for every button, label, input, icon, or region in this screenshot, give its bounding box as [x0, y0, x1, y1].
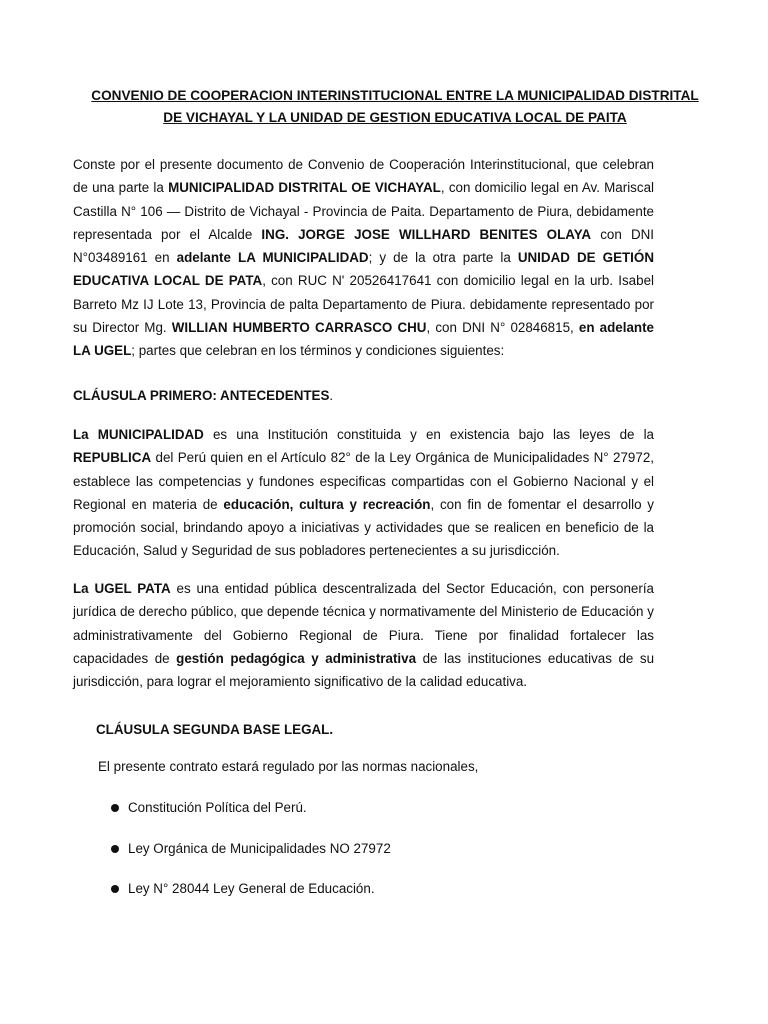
- list-item-text: Ley N° 28044 Ley General de Educación.: [128, 881, 375, 896]
- bold-text: REPUBLICA: [73, 450, 152, 466]
- bold-text: educación, cultura y recreación: [223, 496, 431, 512]
- document-title-line-2: DE VICHAYAL Y LA UNIDAD DE GESTION EDUCATIVA LOCAL DE PAITA: [163, 110, 627, 125]
- clause-2-heading: CLÁUSULA SEGUNDA BASE LEGAL.: [96, 722, 334, 737]
- ugel-name: UNIDAD DE GETIÓN EDUCATIVA LOCAL DE PATA: [73, 250, 654, 289]
- municipality-name: MUNICIPALIDAD DISTRITAL OE VICHAYAL: [168, 180, 441, 196]
- paragraph-text: es una Institución constituida y en existencia bajo las leyes de la: [203, 427, 654, 442]
- paragraph-text: es una entidad pública descentralizada del Sector Educación, con personería jurídica de derecho público, que depende técnica y normativamente del Ministerio de Educación y administrativamente del Gobierno Regional de Piura. Tiene por finalidad fortalecer las capacidades de: [73, 581, 654, 666]
- bold-text: La MUNICIPALIDAD: [73, 427, 204, 442]
- paragraph-text: , con domicilio legal en Av. Mariscal Castilla N° 106 — Distrito de Vichayal - Provincia de Paita. Departamento de Piura, debidamente representada por el Alcalde: [73, 180, 654, 242]
- legal-basis-list: [108, 798, 391, 920]
- clause-1-heading-period: .: [329, 388, 334, 403]
- municipality-alias: adelante LA MUNICIPALIDAD: [176, 250, 369, 266]
- clause-1-heading: [73, 386, 333, 406]
- paragraph-text: , con DNI N° 02846815,: [426, 320, 579, 336]
- paragraph-text: , con fin de fomentar el desarrollo y promoción social, brindando apoyo a iniciativas y actividades que se realicen en beneficio de la Educación, Salud y Seguridad de sus pobladores pertenecientes a su jurisdicción.: [73, 496, 654, 559]
- ugel-alias: en adelante LA UGEL: [73, 320, 654, 359]
- ugel-background-paragraph: [73, 577, 654, 693]
- bold-text: La UGEL PATA: [73, 581, 171, 596]
- paragraph-text: del Perú quien en el Artículo 82° de la Ley Orgánica de Municipalidades N° 27972, establece las competencias y fundones especificas compartidas con el Gobierno Nacional y el Regional en materia de: [73, 450, 654, 512]
- list-item-text: Constitución Política del Perú.: [128, 800, 307, 815]
- bullet-icon: [111, 845, 119, 853]
- list-item-text: Ley Orgánica de Municipalidades NO 27972: [128, 840, 391, 856]
- clause-2-intro: El presente contrato estará regulado por las normas nacionales,: [98, 759, 479, 774]
- municipality-background-paragraph: [73, 423, 654, 563]
- list-item: [108, 798, 391, 839]
- document-title-line-1: CONVENIO DE COOPERACION INTERINSTITUCIONAL ENTRE LA MUNICIPALIDAD DISTRITAL: [91, 88, 699, 103]
- paragraph-text: , con RUC N' 20526417641 con domicilio legal en la urb. Isabel Barreto Mz IJ Lote 13, Provincia de palta Departamento de Piura. debidamente representado por su Director Mg.: [73, 273, 654, 336]
- bold-text: gestión pedagógica y administrativa: [176, 650, 417, 666]
- bullet-icon: [111, 804, 119, 812]
- list-item: [108, 879, 391, 920]
- mayor-name: ING. JORGE JOSE WILLHARD BENITES OLAYA: [261, 226, 592, 242]
- list-item: [108, 839, 391, 880]
- paragraph-text: de las instituciones educativas de su jurisdicción, para lograr el mejoramiento significativo de la calidad educativa.: [73, 650, 655, 690]
- paragraph-text: ; partes que celebran en los términos y condiciones siguientes:: [131, 343, 505, 359]
- paragraph-text: ; y de la otra parte la: [368, 250, 518, 266]
- parties-paragraph: [73, 153, 654, 363]
- bullet-icon: [111, 885, 119, 893]
- paragraph-text: Conste por el presente documento de Convenio de Cooperación Interinstitucional, que celebran de una parte la: [73, 157, 654, 196]
- clause-1-heading-text: CLÁUSULA PRIMERO: ANTECEDENTES: [73, 388, 330, 403]
- paragraph-text: con DNI N°03489161 en: [73, 226, 655, 266]
- director-name: WILLIAN HUMBERTO CARRASCO CHU: [171, 320, 427, 336]
